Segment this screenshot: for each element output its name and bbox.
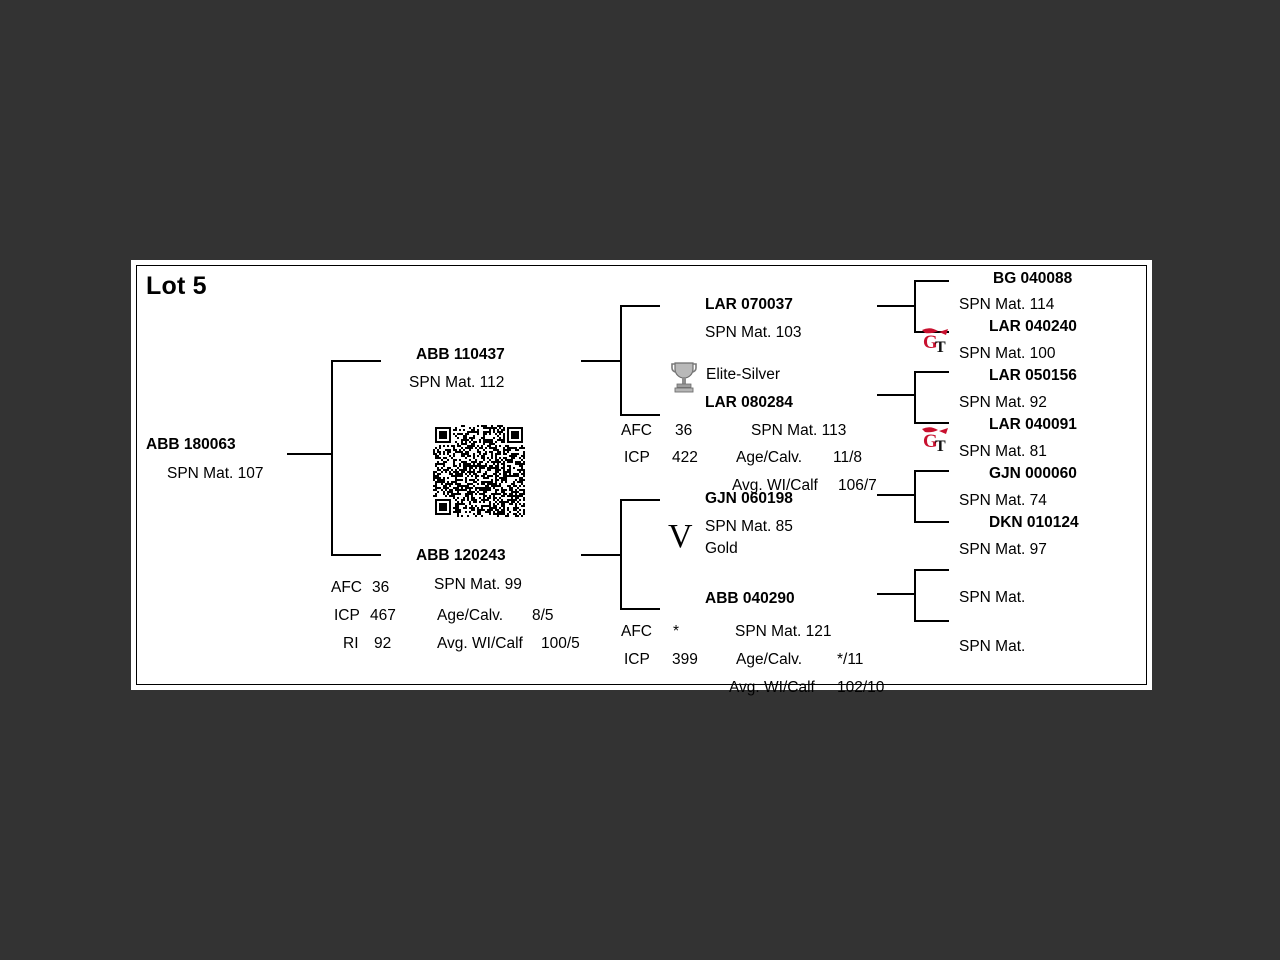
gen3-c-spn: SPN Mat. 85 [705,518,793,535]
gen3-c-award: Gold [705,540,738,557]
animal-index-icp-label: ICP [334,607,360,624]
gen3-b-age-calv-label: Age/Calv. [736,449,803,466]
animal-index-ri-label: RI [343,635,359,652]
svg-text:T: T [935,339,946,356]
bracket-line [581,554,621,556]
v-mark-icon: V [668,518,693,555]
gen3-c-id: GJN 060198 [705,490,793,507]
gen4-6-spn: SPN Mat. [959,589,1026,606]
gen3-d-age-calv-value: */11 [837,651,864,668]
bracket-line [914,470,916,522]
gen4-2-id: LAR 050156 [989,367,1077,384]
gen3-d-index-afc-label: AFC [621,623,652,640]
gen4-4-id: GJN 000060 [989,465,1077,482]
bracket-line [877,494,915,496]
gen3-b-award: Elite-Silver [706,366,781,383]
gen4-2-spn: SPN Mat. 92 [959,394,1047,411]
bracket-line [914,569,916,621]
bracket-line [331,360,333,555]
bracket-line [877,394,915,396]
gen3-b-index-afc-label: AFC [621,422,652,439]
gt-award-badge-icon [919,326,953,356]
gen3-d-index-icp-value: 399 [672,651,698,668]
gen3-b-avg-wi-value: 106/7 [838,477,877,494]
gen3-b-spn: SPN Mat. 113 [751,422,847,439]
bracket-line [914,620,949,622]
bracket-line [914,470,949,472]
svg-text:G: G [923,431,938,452]
animal-age-calv-label: Age/Calv. [437,607,504,624]
animal-avg-wi-label: Avg. WI/Calf [437,635,523,652]
bracket-line [914,280,916,332]
bracket-line [914,569,949,571]
gen4-3-spn: SPN Mat. 81 [959,443,1047,460]
gen4-3-id: LAR 040091 [989,416,1077,433]
bracket-line [620,414,660,416]
gen3-d-index-afc-value: * [673,623,680,640]
gen3-d-spn: SPN Mat. 121 [735,623,832,640]
bracket-line [914,371,916,423]
bracket-line [877,305,915,307]
lot-title: Lot 5 [146,272,207,300]
animal-age-calv-value: 8/5 [532,607,554,624]
animal-id: ABB 180063 [146,436,236,453]
svg-text:T: T [935,438,946,455]
gen4-5-id: DKN 010124 [989,514,1079,531]
gen4-1-id: LAR 040240 [989,318,1077,335]
trophy-icon [671,360,697,394]
bracket-line [877,593,915,595]
gen4-0-spn: SPN Mat. 114 [959,296,1055,313]
gen3-d-avg-wi-label: Avg. WI/Calf [729,679,815,696]
bracket-line [620,305,622,415]
bracket-line [331,360,381,362]
sire-id: ABB 110437 [416,346,505,363]
bracket-line [620,608,660,610]
gen4-1-spn: SPN Mat. 100 [959,345,1056,362]
gen4-7-spn: SPN Mat. [959,638,1026,655]
gen3-a-spn: SPN Mat. 103 [705,324,802,341]
pedigree-card [131,260,1152,696]
bracket-line [914,422,949,424]
bracket-line [914,521,949,523]
gen3-b-age-calv-value: 11/8 [833,449,863,466]
gen3-d-index-icp-label: ICP [624,651,650,668]
animal-avg-wi-value: 100/5 [541,635,580,652]
gen4-0-id: BG 040088 [993,270,1073,287]
gt-award-badge-icon [919,425,953,455]
animal-index-afc-value: 36 [372,579,390,596]
bracket-line [620,305,660,307]
qr-code [433,425,525,517]
animal-index-icp-value: 467 [370,607,396,624]
svg-text:G: G [923,332,938,353]
bracket-line [620,499,660,501]
bracket-line [331,554,381,556]
dam-id: ABB 120243 [416,547,506,564]
gen4-4-spn: SPN Mat. 74 [959,492,1047,509]
gen3-b-index-icp-value: 422 [672,449,698,466]
animal-index-afc-label: AFC [331,579,362,596]
gen3-d-age-calv-label: Age/Calv. [736,651,803,668]
gen4-5-spn: SPN Mat. 97 [959,541,1047,558]
gen3-a-id: LAR 070037 [705,296,793,313]
bracket-line [581,360,621,362]
bracket-line [914,371,949,373]
animal-index-ri-value: 92 [374,635,392,652]
dam-spn: SPN Mat. 99 [434,576,522,593]
animal-spn: SPN Mat. 107 [167,465,264,482]
gen3-d-avg-wi-value: 102/10 [837,679,885,696]
bracket-line [287,453,332,455]
pedigree-diagram [136,265,1147,696]
bracket-line [620,499,622,609]
gen3-b-id: LAR 080284 [705,394,793,411]
gen3-b-index-icp-label: ICP [624,449,650,466]
sire-spn: SPN Mat. 112 [409,374,505,391]
gen3-b-avg-wi-label: Avg. WI/Calf [732,477,818,494]
gen3-b-index-afc-value: 36 [675,422,693,439]
gen3-d-id: ABB 040290 [705,590,795,607]
bracket-line [914,280,949,282]
